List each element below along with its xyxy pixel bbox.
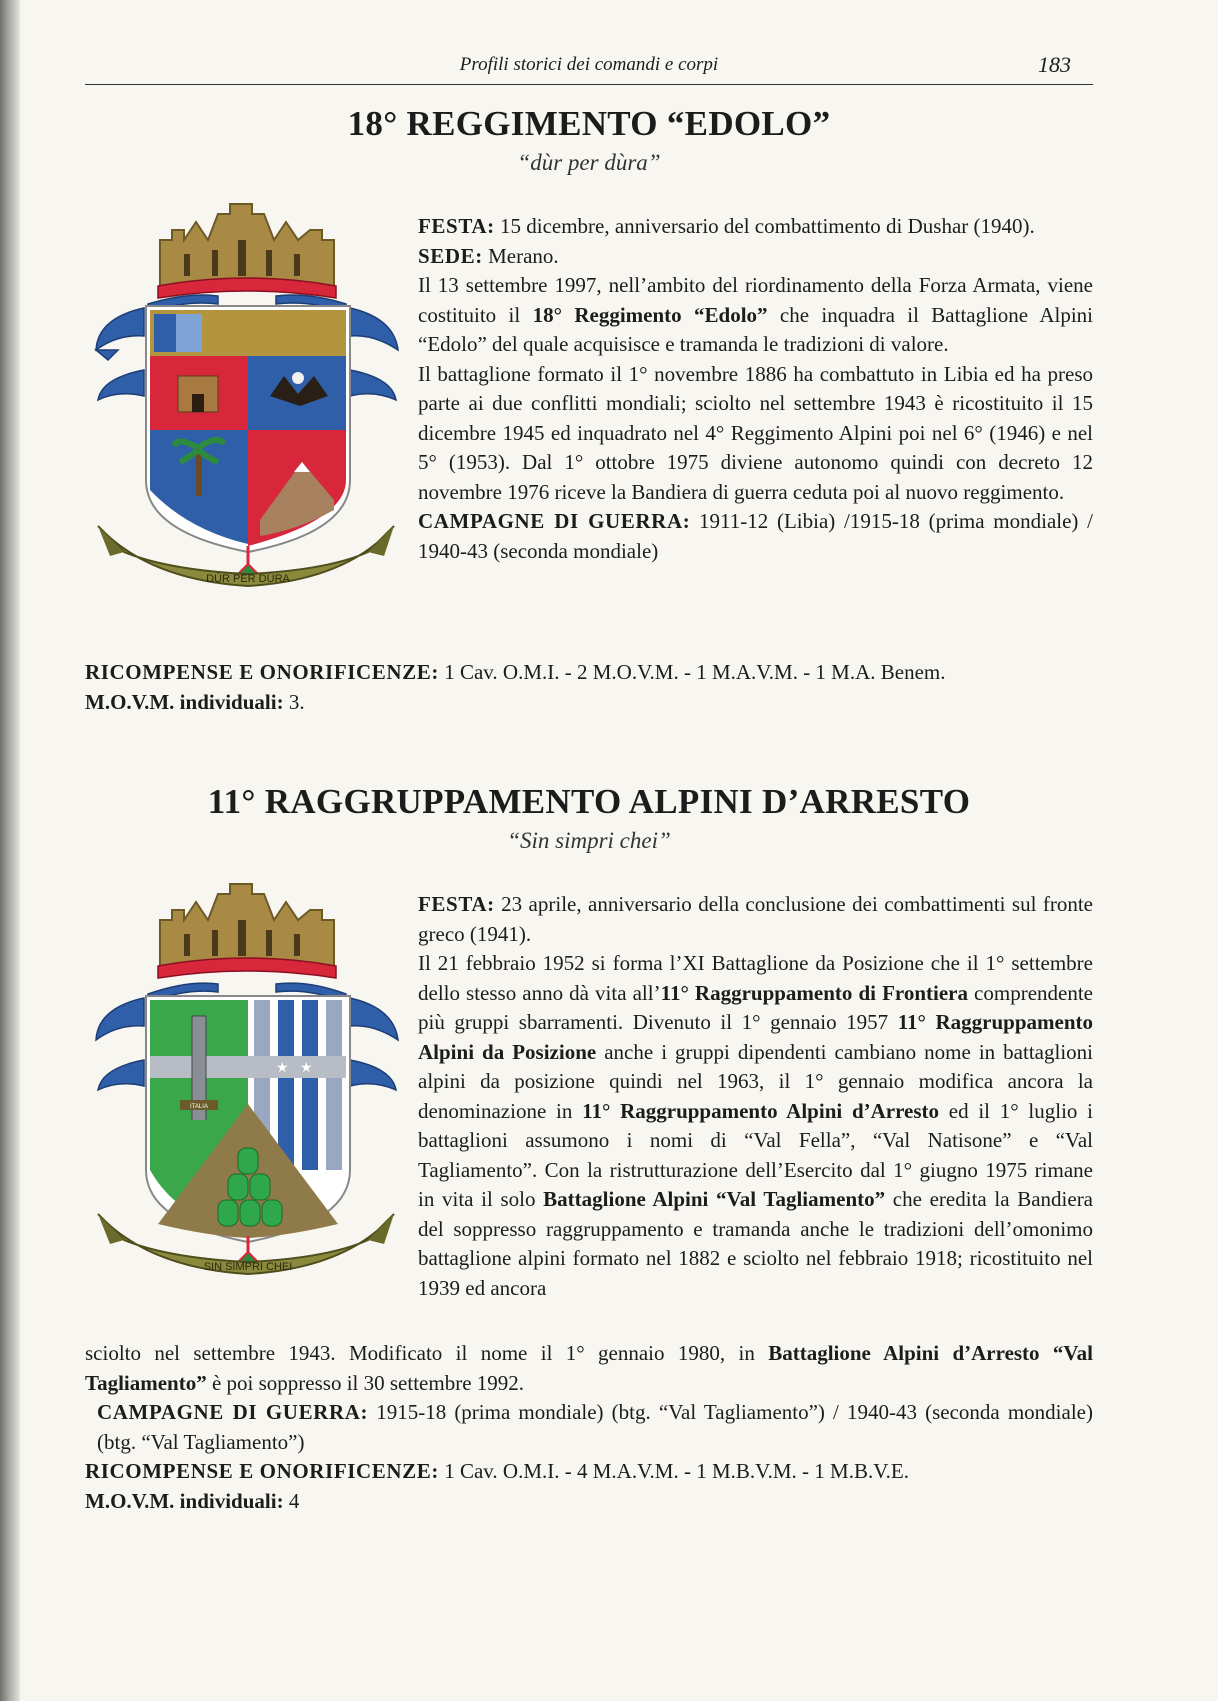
ricompense-label: RICOMPENSE E ONORIFICENZE: — [85, 660, 439, 684]
paragraph: Il 13 settembre 1997, nell’ambito del riordinamento della Forza Armata, viene costituito il 18° Reggimento “Edolo” che inquadra il Battaglione Alpini “Edolo” del quale acquisisce e tramanda le tradizioni di valore. — [418, 273, 1093, 356]
sede-text: Merano. — [482, 243, 559, 268]
ricompense-label: RICOMPENSE E ONORIFICENZE: — [85, 1459, 439, 1483]
turreted-crown-icon — [158, 204, 336, 298]
shield-icon — [146, 306, 350, 552]
page-number: 183 — [1038, 52, 1071, 77]
section2-motto: “Sin simpri chei” — [507, 828, 671, 853]
sede-label: SEDE: — [418, 243, 483, 268]
paragraph: sciolto nel settembre 1943. Modificato il nome il 1° gennaio 1980, in Battaglione Alpini d’Arresto “Val Tagliamento” è poi soppresso il 30 settembre 1992. — [85, 1341, 1093, 1395]
campagne-label: CAMPAGNE DI GUERRA: — [418, 509, 691, 533]
edolo-coat-of-arms — [88, 200, 408, 640]
running-title: Profili storici dei comandi e corpi — [459, 54, 719, 75]
star-icon: ★ — [276, 1060, 289, 1076]
svg-text:SIN SIMPRI CHEI: SIN SIMPRI CHEI — [203, 1261, 293, 1273]
festa-label: FESTA: — [418, 892, 495, 916]
movm-text: 4 — [283, 1488, 300, 1513]
section1-body — [418, 212, 1093, 566]
festa-text: 15 dicembre, anniversario del combattimento di Dushar (1940). — [494, 214, 1035, 238]
section2-body-continued — [85, 1339, 1093, 1516]
campagne-text: 1915-18 (prima mondiale) (btg. “Val Tagliamento”) / 1940-43 (seconda mondiale) (btg. “Val Tagliamento”) — [97, 1400, 1093, 1454]
paragraph: Il 21 febbraio 1952 si forma l’XI Battaglione da Posizione che il 1° settembre dello stesso anno dà vita all’11° Raggruppamento di Frontiera comprendente più gruppi sbarramenti. Divenuto il 1° gennaio 1957 11° Raggruppamento Alpini da Posizione anche i gruppi dipendenti cambiano nome in battaglioni alpini da posizione quindi nel 1963, il 1° gennaio modifica ancora la denominazione in 11° Raggruppamento Alpini d’Arresto ed il 1° luglio i battaglioni assumono i nomi di “Val Fella”, “Val Natisone” e “Val Tagliamento”. Con la ristrutturazione dell’Esercito dal 1° giugno 1975 rimane in vita il solo Battaglione Alpini “Val Tagliamento” che eredita la Bandiera del soppresso raggruppamento e tramanda anche le tradizioni dell’omonimo battaglione alpini formato nel 1882 e sciolto nel febbraio 1918; ricostituito nel 1939 ed ancora — [418, 951, 1094, 1300]
section1-motto: “dùr per dùra” — [517, 150, 661, 175]
turreted-crown-icon — [158, 884, 336, 978]
shield-icon — [146, 996, 350, 1242]
movm-label: M.O.V.M. individuali: — [85, 1488, 284, 1513]
svg-text:ITALIA: ITALIA — [190, 1104, 208, 1110]
campagne-label: CAMPAGNE DI GUERRA: — [97, 1400, 369, 1424]
campagne-text: 1911-12 (Libia) /1915-18 (prima mondiale) / 1940-43 (seconda mondiale) — [418, 509, 1093, 563]
star-icon: ★ — [300, 1060, 313, 1076]
book-binding-shadow — [0, 0, 20, 1701]
section1-honors — [85, 658, 1093, 717]
running-head — [85, 52, 1093, 85]
movm-text: 3. — [283, 689, 305, 714]
movm-label: M.O.V.M. individuali: — [85, 689, 284, 714]
section1-title: 18° REGGIMENTO “EDOLO” — [347, 104, 831, 143]
section2-body — [418, 890, 1093, 1303]
section2-title: 11° RAGGRUPPAMENTO ALPINI D’ARRESTO — [207, 782, 971, 821]
ricompense-text: 1 Cav. O.M.I. - 2 M.O.V.M. - 1 M.A.V.M. - 1 M.A. Benem. — [438, 660, 946, 684]
ricompense-text: 1 Cav. O.M.I. - 4 M.A.V.M. - 1 M.B.V.M. - 1 M.B.V.E. — [438, 1459, 909, 1483]
raggruppamento-coat-of-arms — [88, 880, 408, 1320]
paragraph: Il battaglione formato il 1° novembre 1886 ha combattuto in Libia ed ha preso parte ai due conflitti mondiali; sciolto nel settembre 1943 è ricostituito il 15 dicembre 1945 ed inquadrato nel 4° Reggimento Alpini poi nel 6° (1946) e nel 5° (1953). Dal 1° ottobre 1975 diviene autonomo quindi con decreto 12 novembre 1976 riceve la Bandiera di guerra ceduta poi al nuovo reggimento. — [418, 361, 1093, 504]
svg-text:DÙR PER DÙRA: DÙR PER DÙRA — [206, 573, 290, 585]
festa-label: FESTA: — [418, 214, 495, 238]
festa-text: 23 aprile, anniversario della conclusione dei combattimenti sul fronte greco (1941). — [418, 892, 1093, 946]
